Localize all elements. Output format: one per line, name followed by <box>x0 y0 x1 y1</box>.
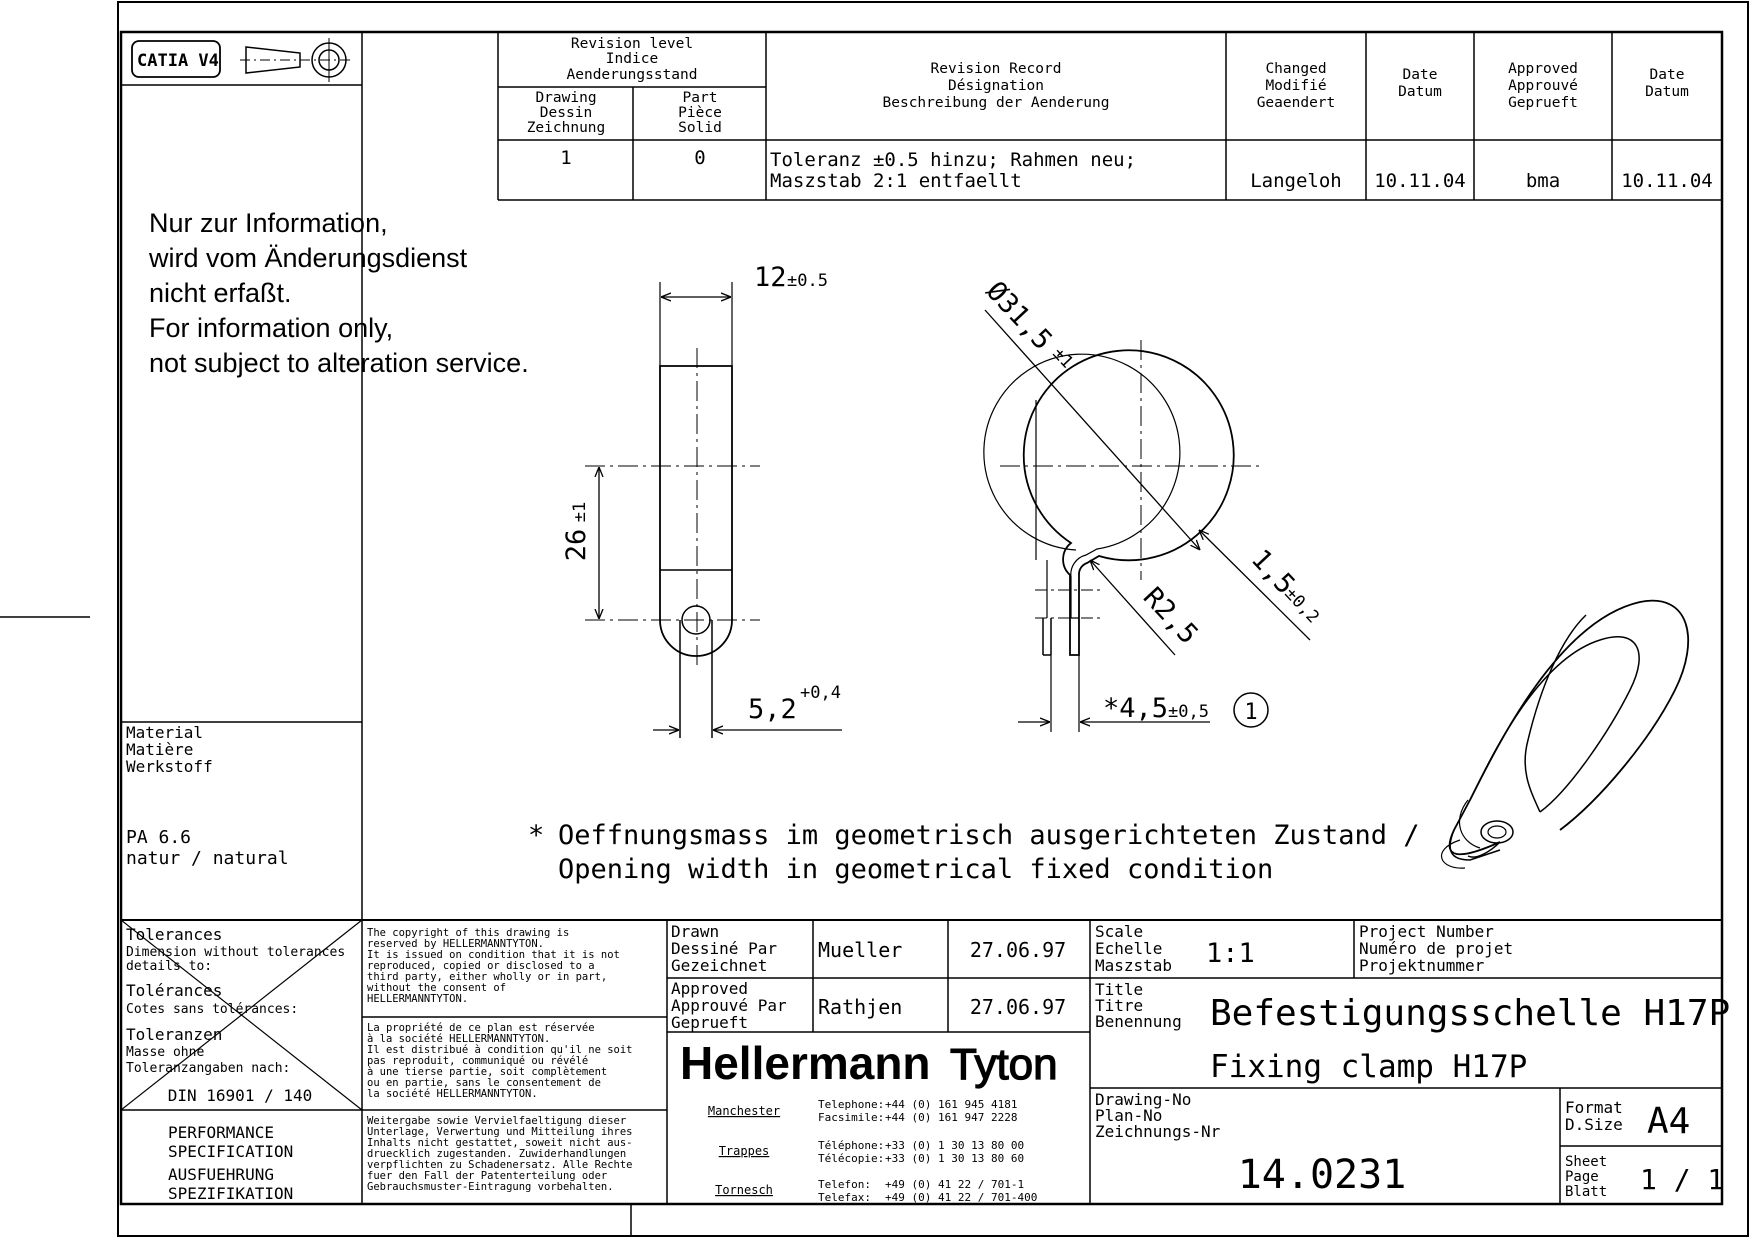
office-1-city: Manchester <box>707 1104 781 1118</box>
info-note <box>148 208 529 378</box>
drawn-date: 27.06.97 <box>969 938 1067 962</box>
material-label-2: Matière <box>126 740 194 759</box>
copyright-en-1: The copyright of this drawing is <box>367 927 570 939</box>
material-label-3: Werkstoff <box>126 757 213 776</box>
spec-line-2: SPECIFICATION <box>168 1142 294 1161</box>
copyright-en-3: It is issued on condition that it is not <box>367 949 620 961</box>
scale-label-2: Echelle <box>1095 939 1163 958</box>
tol-en-3: details to: <box>126 959 213 974</box>
dim-diameter-tol: ±1 <box>1048 343 1077 373</box>
copyright-fr-1: La propriété de ce plan est réservée <box>367 1022 595 1034</box>
office-1-value-2: +44 (0) 161 947 2228 <box>885 1111 1018 1124</box>
rev-changed-header-1: Changed <box>1265 61 1327 77</box>
dim-hole-value: 5,2 <box>748 694 797 725</box>
tol-de-3: Toleranzangaben nach: <box>126 1061 291 1076</box>
drawing-no-value: 14.0231 <box>1237 1152 1407 1198</box>
scale-label-3: Maszstab <box>1095 956 1173 975</box>
rev-part-header-1: Part <box>682 90 718 106</box>
drawing-no-label-1: Drawing-No <box>1095 1090 1192 1109</box>
copyright-de-4: druecklich zugestanden. Zuwiderhandlungen <box>367 1148 627 1160</box>
copyright-de-5: verpflichten zu Schadenersatz. Alle Rechte <box>367 1159 633 1171</box>
rev-date-header-2: Datum <box>1398 84 1442 100</box>
format-label-1: Format <box>1565 1098 1623 1117</box>
drawing-no-label-3: Zeichnungs-Nr <box>1095 1122 1221 1141</box>
office-2-value-1: +33 (0) 1 30 13 80 00 <box>885 1139 1025 1152</box>
tol-standard: DIN 16901 / 140 <box>167 1086 313 1105</box>
rev-date2-value: 10.11.04 <box>1621 170 1713 192</box>
title-de: Befestigungsschelle H17P <box>1210 993 1731 1034</box>
drawn-label-3: Gezeichnet <box>671 956 768 975</box>
dim-diameter-value: Ø31,5 <box>979 275 1058 357</box>
project-label-2: Numéro de projet <box>1359 939 1514 958</box>
brand-part-2: Tyton <box>950 1040 1058 1089</box>
copyright-fr-6: ou en partie, sans le consentement de <box>367 1077 601 1089</box>
rev-drawing-value: 1 <box>560 147 572 169</box>
copyright-de-6: fuer den Fall der Patenterteilung oder <box>367 1170 608 1182</box>
rev-drawing-header-3: Zeichnung <box>526 120 606 136</box>
rev-date-header-1: Date <box>1402 67 1438 83</box>
title-en: Fixing clamp H17P <box>1210 1049 1528 1085</box>
copyright-fr-2: à la société HELLERMANNTYTON. <box>367 1033 551 1045</box>
copyright-en-7: HELLERMANNTYTON. <box>367 993 469 1005</box>
rev-part-header-2: Pièce <box>678 105 722 121</box>
approved-name: Rathjen <box>818 995 903 1019</box>
dim-width-value: 12 <box>754 262 787 293</box>
rev-level-header-3: Aenderungsstand <box>566 67 698 83</box>
rev-record-header-3: Beschreibung der Aenderung <box>882 95 1110 111</box>
material-value-2: natur / natural <box>126 848 289 869</box>
dim-thickness-tol: ±0,2 <box>1280 583 1323 628</box>
dim-thickness-value: 1,5 <box>1244 543 1301 601</box>
rev-approved-value: bma <box>1525 170 1561 192</box>
copyright-fr-3: Il est distribué à condition qu'il ne soit <box>367 1044 633 1056</box>
spec-line-3: AUSFUEHRUNG <box>168 1165 274 1184</box>
copyright-en-4: reproduced, copied or disclosed to a <box>367 960 595 972</box>
title-label-2: Titre <box>1095 996 1144 1015</box>
note-line-2: Opening width in geometrical fixed condition <box>558 854 1274 885</box>
dim-opening-value: *4,5 <box>1103 693 1169 724</box>
note-line-1: Oeffnungsmass im geometrisch ausgerichteten Zustand / <box>558 820 1420 851</box>
note-asterisk: * <box>528 820 545 851</box>
office-1-value-1: +44 (0) 161 945 4181 <box>885 1098 1018 1111</box>
office-2-label-2: Télécopie: <box>818 1152 885 1165</box>
office-3-label-2: Telefax: <box>818 1191 871 1204</box>
drawn-label-1: Drawn <box>671 922 720 941</box>
rev-date2-header-1: Date <box>1649 67 1685 83</box>
rev-changed-header-3: Geaendert <box>1256 95 1336 111</box>
drawn-name: Mueller <box>818 938 903 962</box>
office-1-label-1: Telephone: <box>818 1098 885 1111</box>
sheet-label-2: Page <box>1565 1169 1599 1185</box>
office-3-value-2: +49 (0) 41 22 / 701-400 <box>885 1191 1038 1204</box>
project-label-1: Project Number <box>1359 922 1494 941</box>
copyright-en-5: third party, either wholly or in part, <box>367 971 608 983</box>
copyright-de-3: Inhalts nicht gestattet, soweit nicht aus- <box>367 1137 633 1149</box>
drawn-label-2: Dessiné Par <box>671 939 777 958</box>
rev-part-header-3: Solid <box>678 120 722 136</box>
rev-date-value: 10.11.04 <box>1374 170 1466 192</box>
rev-approved-header-2: Approuvé <box>1508 78 1578 94</box>
clamp-front-view <box>984 310 1310 732</box>
dim-radius-value: R2,5 <box>1136 581 1204 651</box>
title-label-1: Title <box>1095 980 1144 999</box>
title-label-3: Benennung <box>1095 1012 1182 1031</box>
approved-label-2: Approuvé Par <box>671 996 787 1015</box>
rev-record-line-1: Toleranz ±0.5 hinzu; Rahmen neu; <box>770 149 1137 171</box>
office-2-city: Trappes <box>718 1144 770 1158</box>
sheet-value: 1 / 1 <box>1640 1163 1725 1196</box>
sheet-label-3: Blatt <box>1565 1184 1608 1200</box>
info-note-line-3: nicht erfaßt. <box>149 278 292 308</box>
approved-label-1: Approved <box>671 979 749 998</box>
tol-fr-1: Tolérances <box>126 981 223 1000</box>
rev-date2-header-2: Datum <box>1645 84 1689 100</box>
rev-level-header-1: Revision level <box>570 36 694 52</box>
office-2-label-1: Téléphone: <box>818 1139 885 1152</box>
rev-changed-value: Langeloh <box>1250 170 1342 192</box>
spec-line-4: SPEZIFIKATION <box>168 1184 294 1203</box>
rev-level-header-2: Indice <box>605 51 659 67</box>
dim-opening-marker: 1 <box>1244 700 1258 725</box>
catia-label: CATIA V4 <box>137 51 219 71</box>
scale-label-1: Scale <box>1095 922 1144 941</box>
tol-en-1: Tolerances <box>126 925 223 944</box>
tol-fr-2: Cotes sans tolérances: <box>126 1002 299 1017</box>
brand-part-1: Hellermann <box>680 1037 931 1089</box>
dim-width-tol: ±0.5 <box>787 271 828 291</box>
office-1-label-2: Facsimile: <box>818 1111 885 1124</box>
info-note-line-4: For information only, <box>149 313 394 343</box>
info-note-line-2: wird vom Änderungsdienst <box>149 243 468 273</box>
rev-record-line-2: Maszstab 2:1 entfaellt <box>770 170 1022 192</box>
dim-hole-tol: +0,4 <box>800 683 841 703</box>
rev-approved-header-3: Geprueft <box>1508 95 1578 111</box>
projection-symbol-icon <box>240 38 352 82</box>
dim-opening-tol: ±0,5 <box>1168 702 1209 722</box>
project-label-3: Projektnummer <box>1359 956 1485 975</box>
dim-height-value: 26 <box>561 528 592 562</box>
copyright-fr-5: à une tierse partie, soit complètement <box>367 1066 608 1078</box>
tol-de-1: Toleranzen <box>126 1025 223 1044</box>
rev-changed-header-2: Modifié <box>1265 78 1327 94</box>
copyright-fr-4: pas reproduit, communiqué ou révélé <box>367 1055 589 1067</box>
clamp-side-view <box>585 282 842 738</box>
rev-approved-header-1: Approved <box>1508 61 1578 77</box>
spec-line-1: PERFORMANCE <box>168 1123 274 1142</box>
drawing-no-label-2: Plan-No <box>1095 1106 1163 1125</box>
rev-drawing-header-1: Drawing <box>535 90 597 106</box>
sheet-label-1: Sheet <box>1565 1154 1608 1170</box>
catia-logo <box>132 41 220 77</box>
copyright-de-7: Gebrauchsmuster-Eintragung vorbehalten. <box>367 1181 614 1193</box>
dim-height-tol: ±1 <box>570 501 590 523</box>
material-label-1: Material <box>126 723 204 742</box>
format-label-2: D.Size <box>1565 1115 1623 1134</box>
tol-de-2: Masse ohne <box>126 1045 205 1060</box>
info-note-line-5: not subject to alteration service. <box>149 348 529 378</box>
rev-drawing-header-2: Dessin <box>539 105 593 121</box>
approved-date: 27.06.97 <box>969 995 1067 1019</box>
clamp-isometric-view <box>1441 601 1688 868</box>
rev-record-header-2: Désignation <box>947 78 1045 94</box>
tol-en-2: Dimension without tolerances <box>126 945 346 960</box>
copyright-en-6: without the consent of <box>367 982 507 994</box>
rev-record-header-1: Revision Record <box>930 61 1062 77</box>
copyright-de-2: Unterlage, Verwertung und Mitteilung ihres <box>367 1126 633 1138</box>
office-3-label-1: Telefon: <box>818 1178 871 1191</box>
material-value-1: PA 6.6 <box>126 827 192 848</box>
info-note-line-1: Nur zur Information, <box>149 208 388 238</box>
copyright-de-1: Weitergabe sowie Vervielfaeltigung dieser <box>367 1115 627 1127</box>
copyright-fr-7: la société HELLERMANNTYTON. <box>367 1088 538 1100</box>
approved-label-3: Geprueft <box>671 1013 749 1032</box>
rev-part-value: 0 <box>694 147 706 169</box>
hellermanntyton-logo <box>680 1037 1058 1089</box>
office-3-city: Tornesch <box>715 1183 773 1197</box>
office-2-value-2: +33 (0) 1 30 13 80 60 <box>885 1152 1025 1165</box>
scale-value: 1:1 <box>1206 938 1255 969</box>
office-3-value-1: +49 (0) 41 22 / 701-1 <box>885 1178 1025 1191</box>
copyright-en-2: reserved by HELLERMANNTYTON. <box>367 938 545 950</box>
format-value: A4 <box>1647 1101 1691 1142</box>
